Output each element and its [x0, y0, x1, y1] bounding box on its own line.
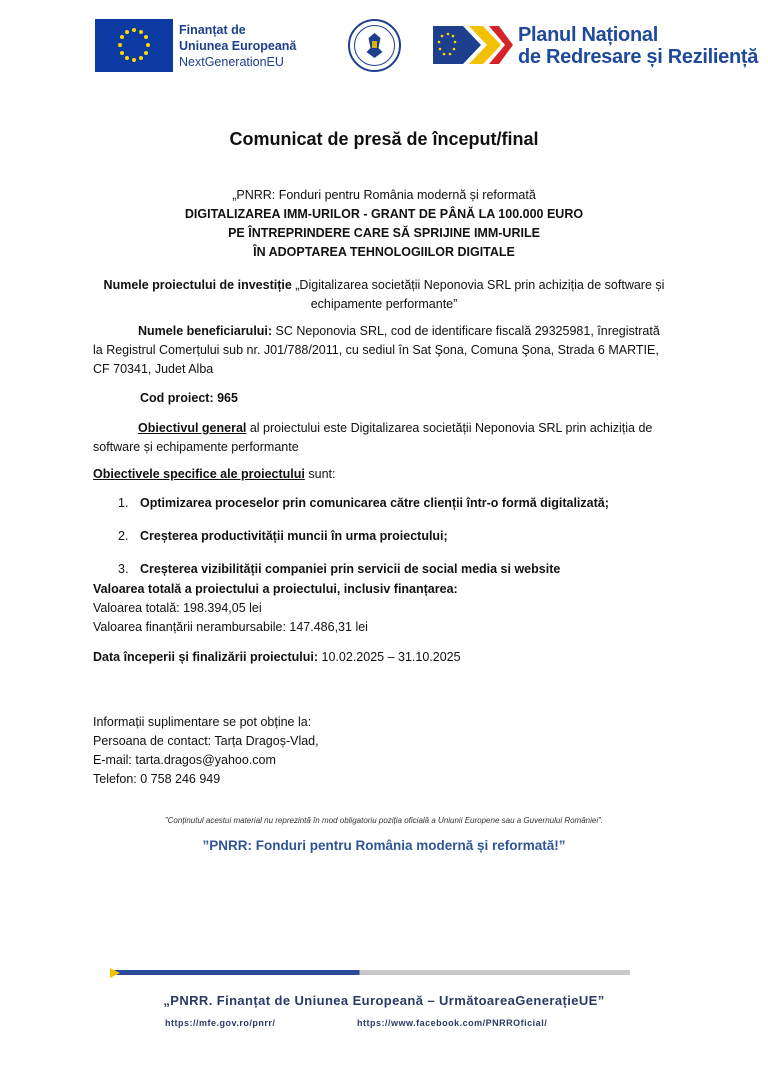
value-label: Valoarea totală a proiectului a proiectului, inclusiv finanțarea: [93, 582, 458, 596]
intro-line: „PNRR: Fonduri pentru România modernă și reformată [232, 188, 536, 202]
beneficiary-line1: SC Neponovia SRL, cod de identificare fiscală 29325981, înregistrată [272, 324, 660, 338]
project-code: Cod proiect: 965 [140, 391, 238, 405]
dates-label: Data începerii și finalizării proiectului: [93, 650, 319, 664]
project-name-line2: echipamente performante” [310, 297, 458, 311]
eu-line2: Uniunea Europeană [179, 39, 297, 53]
specific-objectives-suffix: sunt: [304, 467, 336, 481]
general-objective-line1: al proiectului este Digitalizarea societății Neponovia SRL prin achiziția de [246, 421, 653, 435]
list-item-text: Creșterea vizibilității companiei prin servicii de social media si website [140, 562, 561, 576]
list-item-number: 3. [118, 562, 129, 576]
list-item-text: Creșterea productivității muncii în urma proiectului; [140, 529, 448, 543]
pnrr-logo-text [518, 24, 758, 68]
eu-line3: NextGenerationEU [179, 55, 284, 69]
footer-link-facebook[interactable]: https://www.facebook.com/PNRROficial/ [357, 1018, 548, 1028]
pnrr-line1: Planul Național [518, 24, 658, 46]
project-dates [93, 648, 461, 667]
beneficiary-line3: CF 70341, Judet Alba [93, 362, 214, 376]
pnrr-line2: de Redresare și Reziliență [518, 46, 759, 68]
contact-phone: Telefon: 0 758 246 949 [93, 772, 221, 786]
footer-link-mfe[interactable]: https://mfe.gov.ro/pnrr/ [165, 1018, 276, 1028]
specific-objectives-list [118, 494, 609, 593]
beneficiary-label: Numele beneficiarului: [138, 324, 273, 338]
specific-objectives-heading [93, 465, 335, 484]
pnrr-flag-mark-icon [433, 22, 513, 68]
headline-3: ÎN ADOPTAREA TEHNOLOGIILOR DIGITALE [253, 245, 515, 259]
list-item [118, 527, 609, 560]
list-item [118, 494, 609, 527]
romanian-government-seal-icon [348, 19, 401, 72]
dates-value: 10.02.2025 – 31.10.2025 [318, 650, 461, 664]
headline-block [0, 186, 768, 262]
beneficiary-line2: la Registrul Comerțului sub nr. J01/788/2011, cu sediul în Sat Şona, Comuna Şona, Strada 6 MARTIE, [93, 343, 659, 357]
specific-objectives-label: Obiectivele specifice ale proiectului [93, 467, 305, 481]
beneficiary-section [93, 322, 683, 379]
contact-email: E-mail: tarta.dragos@yahoo.com [93, 753, 276, 767]
footer-arrow-icon [110, 968, 120, 978]
total-value: Valoarea totală: 198.394,05 lei [93, 601, 262, 615]
headline-1: DIGITALIZAREA IMM-URILOR - GRANT DE PÂNĂ LA 100.000 EURO [184, 207, 584, 221]
eu-funding-logo-text [179, 22, 296, 70]
project-label: Numele proiectului de investiție [103, 278, 292, 292]
contact-person: Persoana de contact: Tarța Dragoș-Vlad, [93, 734, 319, 748]
project-name-line1: „Digitalizarea societății Neponovia SRL prin achiziția de software și [291, 278, 665, 292]
general-objective-line2: software și echipamente performante [93, 440, 299, 454]
eu-line1: Finanțat de [179, 23, 246, 37]
headline-2: PE ÎNTREPRINDERE CARE SĂ SPRIJINE IMM-URILE [228, 226, 540, 240]
general-objective-section [93, 419, 683, 457]
contact-info [93, 713, 319, 789]
disclaimer: ”Conținutul acestui material nu reprezintă în mod obligatoriu poziția oficială a Uniunii Europene sau a Guvernului României”. [164, 816, 603, 825]
page-title: Comunicat de presă de început/final [229, 129, 539, 149]
footer-title: „PNRR. Finanțat de Uniunea Europeană – UrmătoareaGenerațieUE” [163, 993, 605, 1008]
list-item-number: 1. [118, 496, 129, 510]
general-objective-label: Obiectivul general [138, 421, 247, 435]
project-name-section [0, 276, 768, 314]
grant-value: Valoarea finanțării nerambursabile: 147.486,31 lei [93, 620, 368, 634]
project-value-section [93, 580, 458, 637]
list-item-text: Optimizarea proceselor prin comunicarea către clienții într-o formă digitalizată; [140, 496, 609, 510]
slogan: ”PNRR: Fonduri pentru România modernă și reformată!” [202, 838, 566, 853]
footer-divider [110, 970, 630, 975]
list-item-number: 2. [118, 529, 129, 543]
eu-flag-icon [95, 19, 173, 72]
info-line1: Informații suplimentare se pot obține la: [93, 715, 312, 729]
